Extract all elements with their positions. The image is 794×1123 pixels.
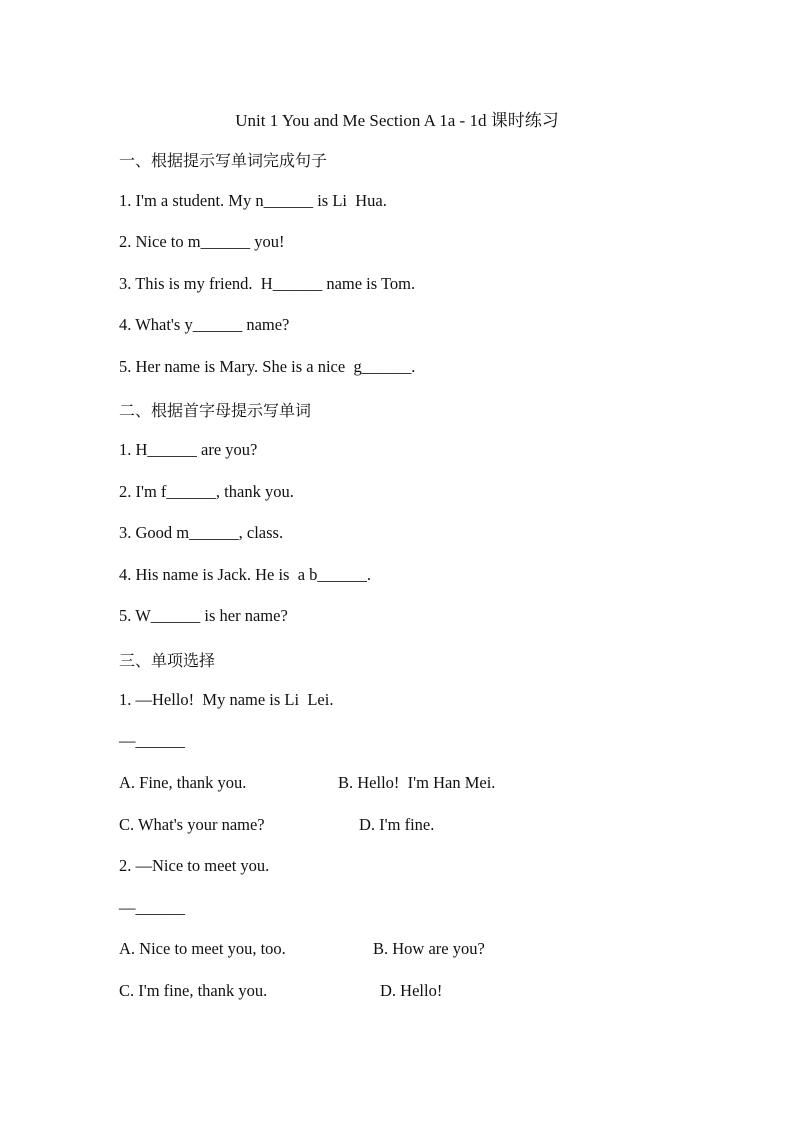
section2-item-3: 3. Good m______, class.: [119, 523, 284, 542]
question-1-stem: 1. —Hello! My name is Li Lei.: [119, 690, 334, 709]
question-1-option-b: B. Hello! I'm Han Mei.: [338, 773, 496, 792]
section2-item-5: 5. W______ is her name?: [119, 606, 288, 625]
question-2-answer-line: —______: [119, 898, 185, 917]
section2-item-1: 1. H______ are you?: [119, 440, 258, 459]
question-1-option-a: A. Fine, thank you.: [119, 773, 247, 792]
section1-item-1: 1. I'm a student. My n______ is Li Hua.: [119, 191, 387, 210]
question-2-stem: 2. —Nice to meet you.: [119, 856, 270, 875]
section3-heading: 三、单项选择: [119, 651, 216, 670]
section1-item-2: 2. Nice to m______ you!: [119, 232, 285, 251]
section1-item-3: 3. This is my friend. H______ name is Tom.: [119, 274, 416, 293]
section2-item-4: 4. His name is Jack. He is a b______.: [119, 565, 372, 584]
question-2-option-a: A. Nice to meet you, too.: [119, 939, 286, 958]
section2-item-2: 2. I'm f______, thank you.: [119, 482, 294, 501]
question-2-option-b: B. How are you?: [373, 939, 485, 958]
question-2-option-d: D. Hello!: [380, 981, 443, 1000]
section1-heading: 一、根据提示写单词完成句子: [119, 151, 328, 170]
section1-item-4: 4. What's y______ name?: [119, 315, 290, 334]
section1-item-5: 5. Her name is Mary. She is a nice g______.: [119, 357, 416, 376]
question-1-option-d: D. I'm fine.: [359, 815, 435, 834]
question-2-option-c: C. I'm fine, thank you.: [119, 981, 268, 1000]
section2-heading: 二、根据首字母提示写单词: [119, 401, 312, 420]
worksheet-title: Unit 1 You and Me Section A 1a - 1d 课时练习: [235, 111, 559, 130]
question-1-option-c: C. What's your name?: [119, 815, 265, 834]
question-1-answer-line: —______: [119, 731, 185, 750]
